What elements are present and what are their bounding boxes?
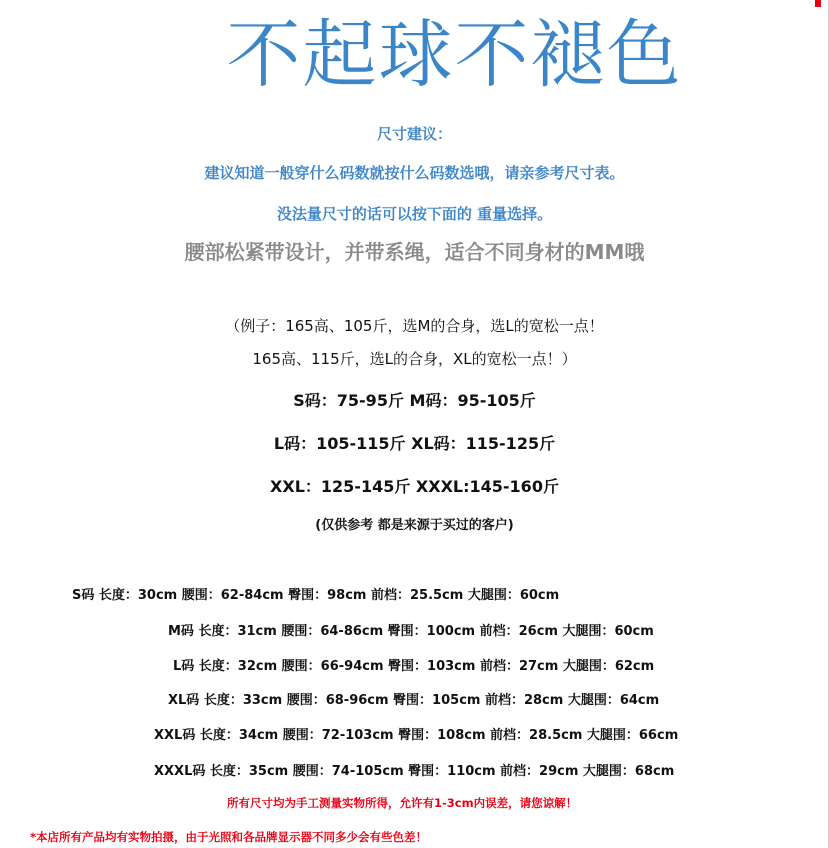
example-line-2: 165高、115斤，选L的合身，XL的宽松一点！） — [252, 350, 577, 368]
size-spec-row: L码 长度：32cm 腰围：66-94cm 臀围：103cm 前档：27cm 大腿围：62cm — [173, 659, 655, 674]
weight-chart-row: L码：105-115斤 XL码：115-125斤 — [273, 434, 556, 453]
advice-line-2: 没法量尺寸的话可以按下面的 重量选择。 — [276, 205, 553, 223]
example-line-1: （例子：165高、105斤，选M的合身，选L的宽松一点！ — [225, 317, 604, 335]
measurement-disclaimer: 所有尺寸均为手工测量实物所得，允许有1-3cm内误差，请您谅解！ — [227, 796, 578, 810]
size-spec-row: S码 长度：30cm 腰围：62-84cm 臀围：98cm 前档：25.5cm 大腿围：60cm — [72, 588, 560, 603]
color-disclaimer: *本店所有产品均有实物拍摄，由于光照和各品牌显示器不同多少会有些色差！ — [30, 830, 428, 844]
waist-design-text: 腰部松紧带设计，并带系绳，适合不同身材的MM哦 — [184, 240, 645, 264]
weight-chart-row: S码：75-95斤 M码：95-105斤 — [293, 391, 536, 410]
size-spec-row: XXL码 长度：34cm 腰围：72-103cm 臀围：108cm 前档：28.5cm 大腿围：66cm — [154, 728, 679, 743]
advice-line-1: 建议知道一般穿什么码数就按什么码数选哦，请亲参考尺寸表。 — [204, 164, 625, 182]
weight-chart-row: XXL：125-145斤 XXXL:145-160斤 — [270, 477, 559, 496]
reference-note: (仅供参考 都是来源于买过的客户) — [315, 518, 514, 533]
size-spec-row: XL码 长度：33cm 腰围：68-96cm 臀围：105cm 前档：28cm 大腿围：64cm — [168, 693, 660, 708]
advice-title: 尺寸建议： — [376, 125, 452, 143]
corner-mark — [815, 0, 821, 7]
size-spec-row: M码 长度：31cm 腰围：64-86cm 臀围：100cm 前档：26cm 大腿围：60cm — [168, 624, 654, 639]
headline: 不起球不褪色 — [226, 12, 683, 98]
size-spec-row: XXXL码 长度：35cm 腰围：74-105cm 臀围：110cm 前档：29cm 大腿围：68cm — [154, 764, 675, 779]
